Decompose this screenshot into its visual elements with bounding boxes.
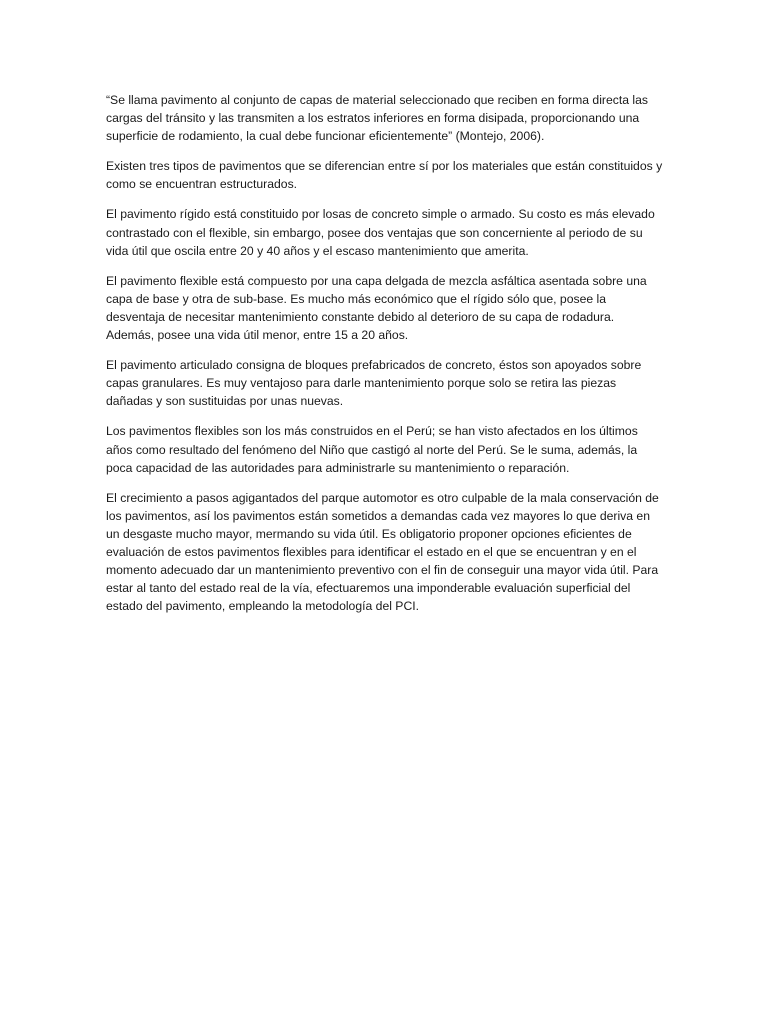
paragraph-pavement-definition: “Se llama pavimento al conjunto de capas de material seleccionado que reciben en forma directa las cargas del tránsito y las transmiten a los estratos inferiores en forma disipada, proporcionando una superficie de rodamiento, la cual debe funcionar eficientemente” (Montejo, 2006). — [106, 93, 648, 144]
paragraph-pavement-types: Existen tres tipos de pavimentos que se diferencian entre sí por los materiales que están constituidos y como se encuentran estructurados. — [106, 159, 663, 192]
paragraph-rigid-pavement: El pavimento rígido está constituido por losas de concreto simple o armado. Su costo es más elevado contrastado con el flexible, sin embargo, posee dos ventajas que son concerniente al periodo de su vida útil que oscila entre 20 y 40 años y el escaso mantenimiento que amerita. — [106, 207, 655, 258]
paragraph-articulated-pavement: El pavimento articulado consigna de bloques prefabricados de concreto, éstos son apoyados sobre capas granulares. Es muy ventajoso para darle mantenimiento porque solo se retira las piezas dañadas y son sustituidas por unas nuevas. — [106, 358, 642, 409]
paragraph-peru-flexible-pavements: Los pavimentos flexibles son los más construidos en el Perú; se han visto afectados en los últimos años como resultado del fenómeno del Niño que castigó al norte del Perú. Se le suma, además, la poca capacidad de las autoridades para administrarle su mantenimiento o reparación. — [106, 424, 638, 475]
document-body — [106, 91, 664, 627]
paragraph-flexible-pavement: El pavimento flexible está compuesto por una capa delgada de mezcla asfáltica asentada sobre una capa de base y otra de sub-base. Es mucho más económico que el rígido sólo que, posee la desventaja de necesitar mantenimiento constante debido al deterioro de su capa de rodadura. Además, posee una vida útil menor, entre 15 a 20 años. — [106, 273, 647, 343]
paragraph-vehicle-growth-pci: El crecimiento a pasos agigantados del parque automotor es otro culpable de la mala conservación de los pavimentos, así los pavimentos están sometidos a demandas cada vez mayores lo que deriva en un desgaste mucho mayor, mermando su vida útil. Es obligatorio proponer opciones eficientes de evaluación de estos pavimentos flexibles para identificar el estado en el que se encuentran y en el momento adecuado dar un mantenimiento preventivo con el fin de conseguir una mayor vida útil. Para estar al tanto del estado real de la vía, efectuaremos una imponderable evaluación superficial del estado del pavimento, empleando la metodología del PCI. — [106, 490, 659, 614]
